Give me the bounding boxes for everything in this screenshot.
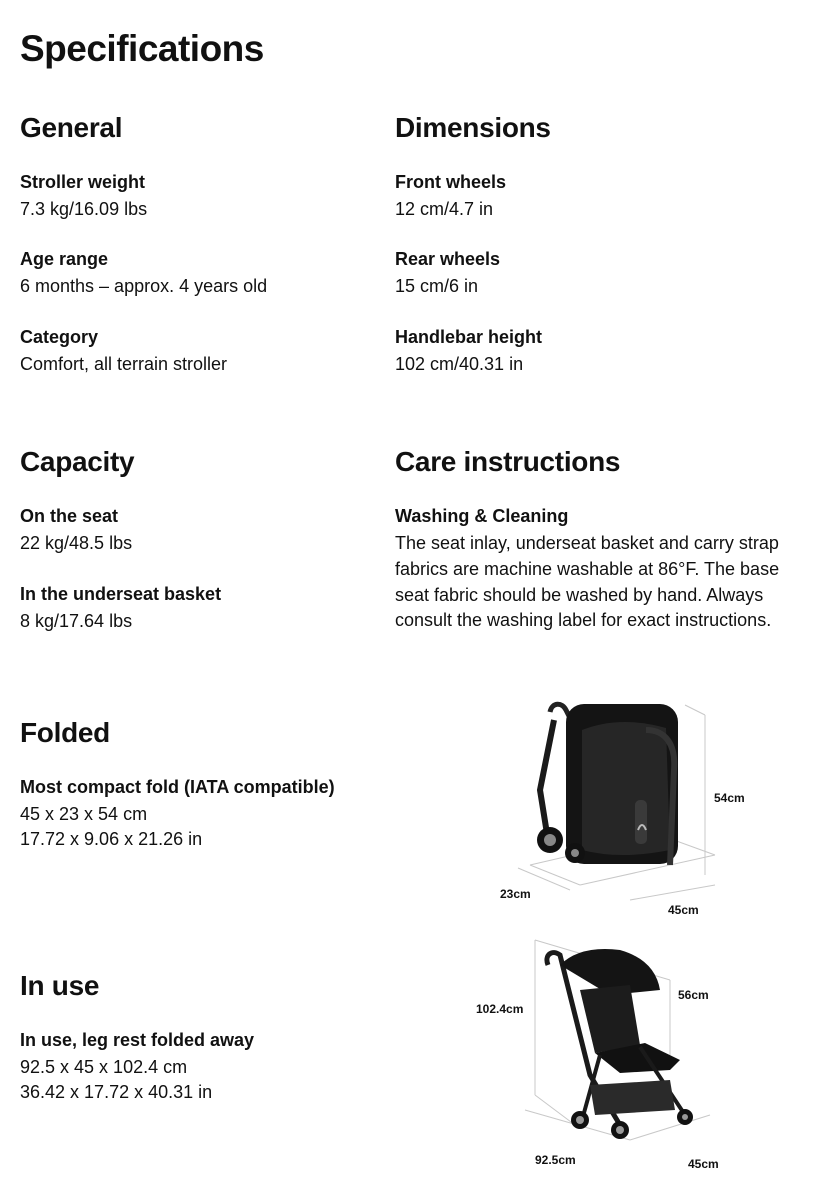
- rear-wheels-label: Rear wheels: [395, 249, 501, 269]
- age-range-label: Age range: [20, 249, 109, 269]
- care-title: Care instructions: [395, 446, 621, 477]
- washing-cleaning-label: Washing & Cleaning: [395, 506, 569, 526]
- folded-imperial-value: 17.72 x 9.06 x 21.26 in: [20, 829, 203, 849]
- in-use-length-label: 92.5cm: [535, 1153, 576, 1167]
- folded-title: Folded: [20, 717, 110, 748]
- page-title: Specifications: [20, 28, 264, 69]
- capacity-title: Capacity: [20, 446, 135, 477]
- in-use-metric-value: 92.5 x 45 x 102.4 cm: [20, 1057, 188, 1077]
- age-range-value: 6 months – approx. 4 years old: [20, 276, 268, 296]
- folded-width-label: 45cm: [668, 903, 699, 917]
- rear-wheels-value: 15 cm/6 in: [395, 276, 479, 296]
- front-wheels-value: 12 cm/4.7 in: [395, 199, 494, 219]
- in-use-seat-label: 56cm: [678, 988, 709, 1002]
- on-seat-value: 22 kg/48.5 lbs: [20, 533, 133, 553]
- stroller-weight-label: Stroller weight: [20, 172, 146, 192]
- underseat-basket-value: 8 kg/17.64 lbs: [20, 611, 133, 631]
- stroller-weight-value: 7.3 kg/16.09 lbs: [20, 199, 148, 219]
- in-use-width-label: 45cm: [688, 1157, 719, 1171]
- in-use-title: In use: [20, 970, 100, 1001]
- category-value: Comfort, all terrain stroller: [20, 354, 228, 374]
- category-label: Category: [20, 327, 99, 347]
- folded-height-label: 54cm: [714, 791, 745, 805]
- in-use-label: In use, leg rest folded away: [20, 1030, 255, 1050]
- folded-stroller-body: [537, 704, 678, 865]
- folded-depth-label: 23cm: [500, 887, 531, 901]
- folded-stroller-illustration: [470, 690, 760, 930]
- handlebar-height-label: Handlebar height: [395, 327, 543, 347]
- general-title: General: [20, 112, 123, 143]
- care-text: The seat inlay, underseat basket and carry strap fabrics are machine washable at 86°F. The base seat fabric should be washed by hand. Always consult the washing label for exact instructions.: [395, 533, 780, 631]
- front-wheels-label: Front wheels: [395, 172, 507, 192]
- handlebar-height-value: 102 cm/40.31 in: [395, 354, 524, 374]
- in-use-stroller-illustration: [470, 935, 760, 1175]
- on-seat-label: On the seat: [20, 506, 119, 526]
- in-use-stroller-body: [547, 949, 693, 1139]
- compact-fold-label: Most compact fold (IATA compatible): [20, 777, 335, 797]
- dimensions-title: Dimensions: [395, 112, 551, 143]
- in-use-imperial-value: 36.42 x 17.72 x 40.31 in: [20, 1082, 213, 1102]
- underseat-basket-label: In the underseat basket: [20, 584, 222, 604]
- folded-metric-value: 45 x 23 x 54 cm: [20, 804, 148, 824]
- in-use-height-label: 102.4cm: [476, 1002, 524, 1016]
